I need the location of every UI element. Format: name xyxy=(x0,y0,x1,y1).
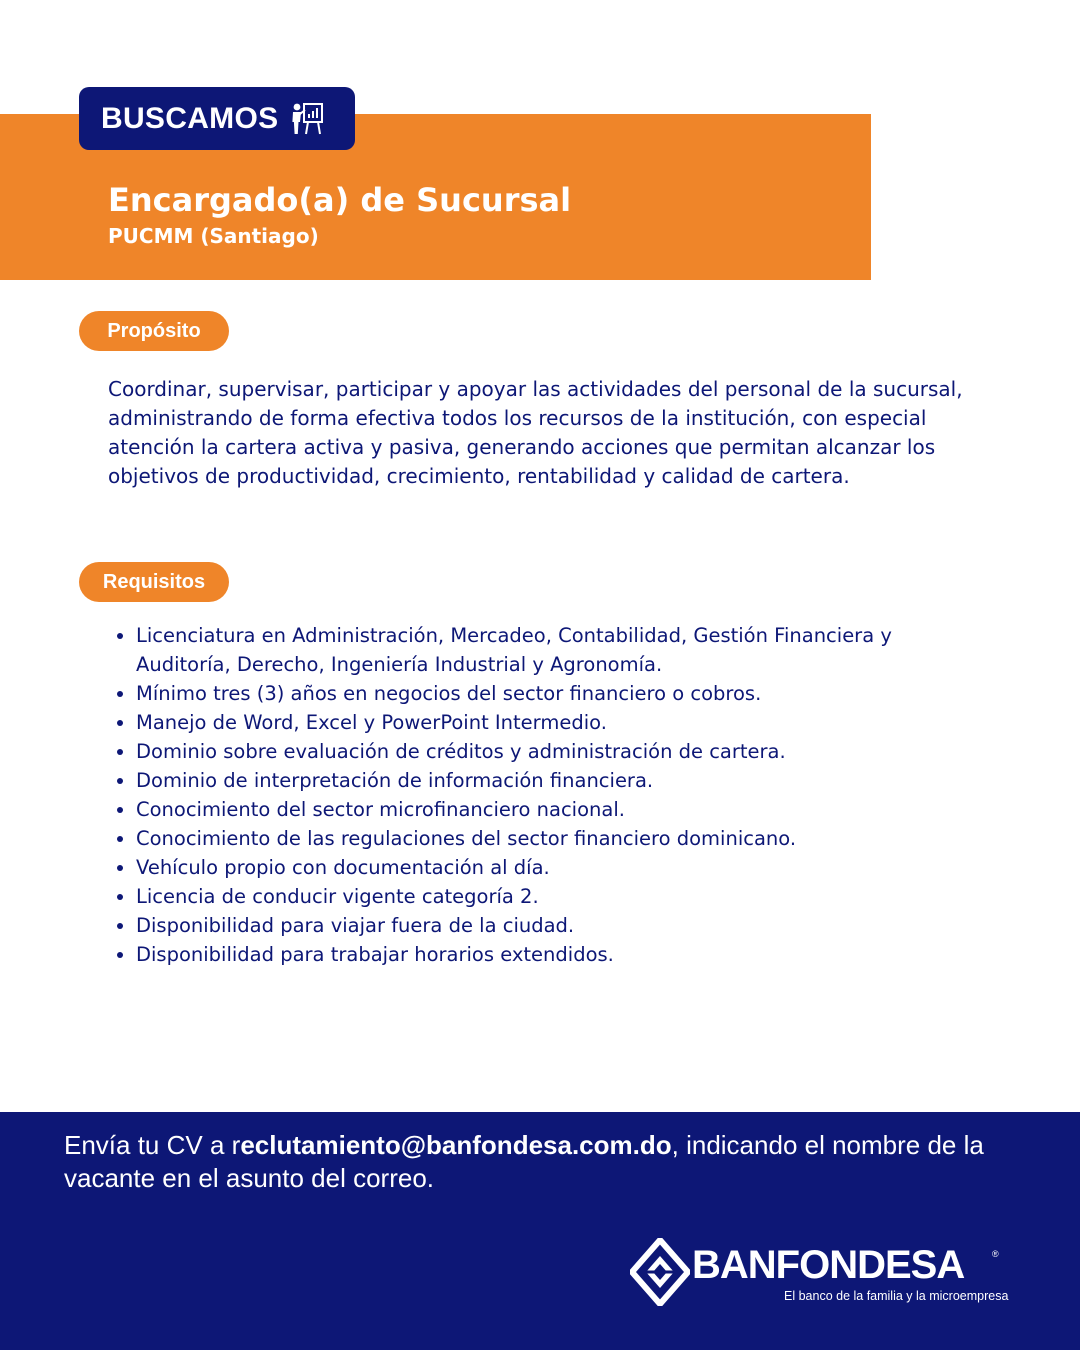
buscamos-badge xyxy=(79,87,355,150)
presenter-board-icon xyxy=(290,101,324,137)
purpose-text: Coordinar, supervisar, participar y apoyar las actividades del personal de la sucursal, administrando de forma efectiva todos los recursos de la institución, con especial atención la cartera activa y pasiva, generando acciones que permitan alcanzar los objetivos de productividad, crecimiento, rentabilidad y calidad de cartera. xyxy=(108,377,963,488)
registered-mark: ® xyxy=(992,1249,999,1259)
logo-tagline: El banco de la familia y la microempresa xyxy=(784,1289,1009,1303)
job-title: Encargado(a) de Sucursal xyxy=(108,181,572,219)
list-item: • Dominio sobre evaluación de créditos y administración de cartera. xyxy=(136,737,966,766)
requirements-label: Requisitos xyxy=(79,562,229,602)
list-item: • Disponibilidad para trabajar horarios extendidos. xyxy=(136,940,966,969)
instructions-prefix: Envía tu CV a xyxy=(64,1130,232,1160)
requirements-list xyxy=(108,621,966,969)
instructions-suffix: , indicando el nombre de la vacante en el asunto del correo. xyxy=(64,1130,984,1193)
list-item: • Mínimo tres (3) años en negocios del sector financiero o cobros. xyxy=(136,679,966,708)
email-first-letter: r xyxy=(231,1130,241,1160)
list-item: • Conocimiento del sector microfinanciero nacional. xyxy=(136,795,966,824)
buscamos-label: BUSCAMOS xyxy=(101,101,279,135)
list-item: • Conocimiento de las regulaciones del sector financiero dominicano. xyxy=(136,824,966,853)
list-item: • Licenciatura en Administración, Mercadeo, Contabilidad, Gestión Financiera y Auditoría, Derecho, Ingeniería Industrial y Agronomía. xyxy=(136,621,966,679)
purpose-label: Propósito xyxy=(79,311,229,351)
list-item: • Licencia de conducir vigente categoría 2. xyxy=(136,882,966,911)
list-item: • Vehículo propio con documentación al día. xyxy=(136,853,966,882)
diamond-logo-icon xyxy=(630,1238,690,1306)
list-item: • Dominio de interpretación de información financiera. xyxy=(136,766,966,795)
list-item: • Disponibilidad para viajar fuera de la ciudad. xyxy=(136,911,966,940)
list-item: • Manejo de Word, Excel y PowerPoint Intermedio. xyxy=(136,708,966,737)
logo-wordmark: BANFONDESA xyxy=(692,1243,965,1287)
job-location: PUCMM (Santiago) xyxy=(108,224,319,248)
application-instructions xyxy=(64,1129,1024,1195)
email-address[interactable]: eclutamiento@banfondesa.com.do xyxy=(240,1130,672,1160)
banfondesa-logo xyxy=(630,1238,1010,1306)
